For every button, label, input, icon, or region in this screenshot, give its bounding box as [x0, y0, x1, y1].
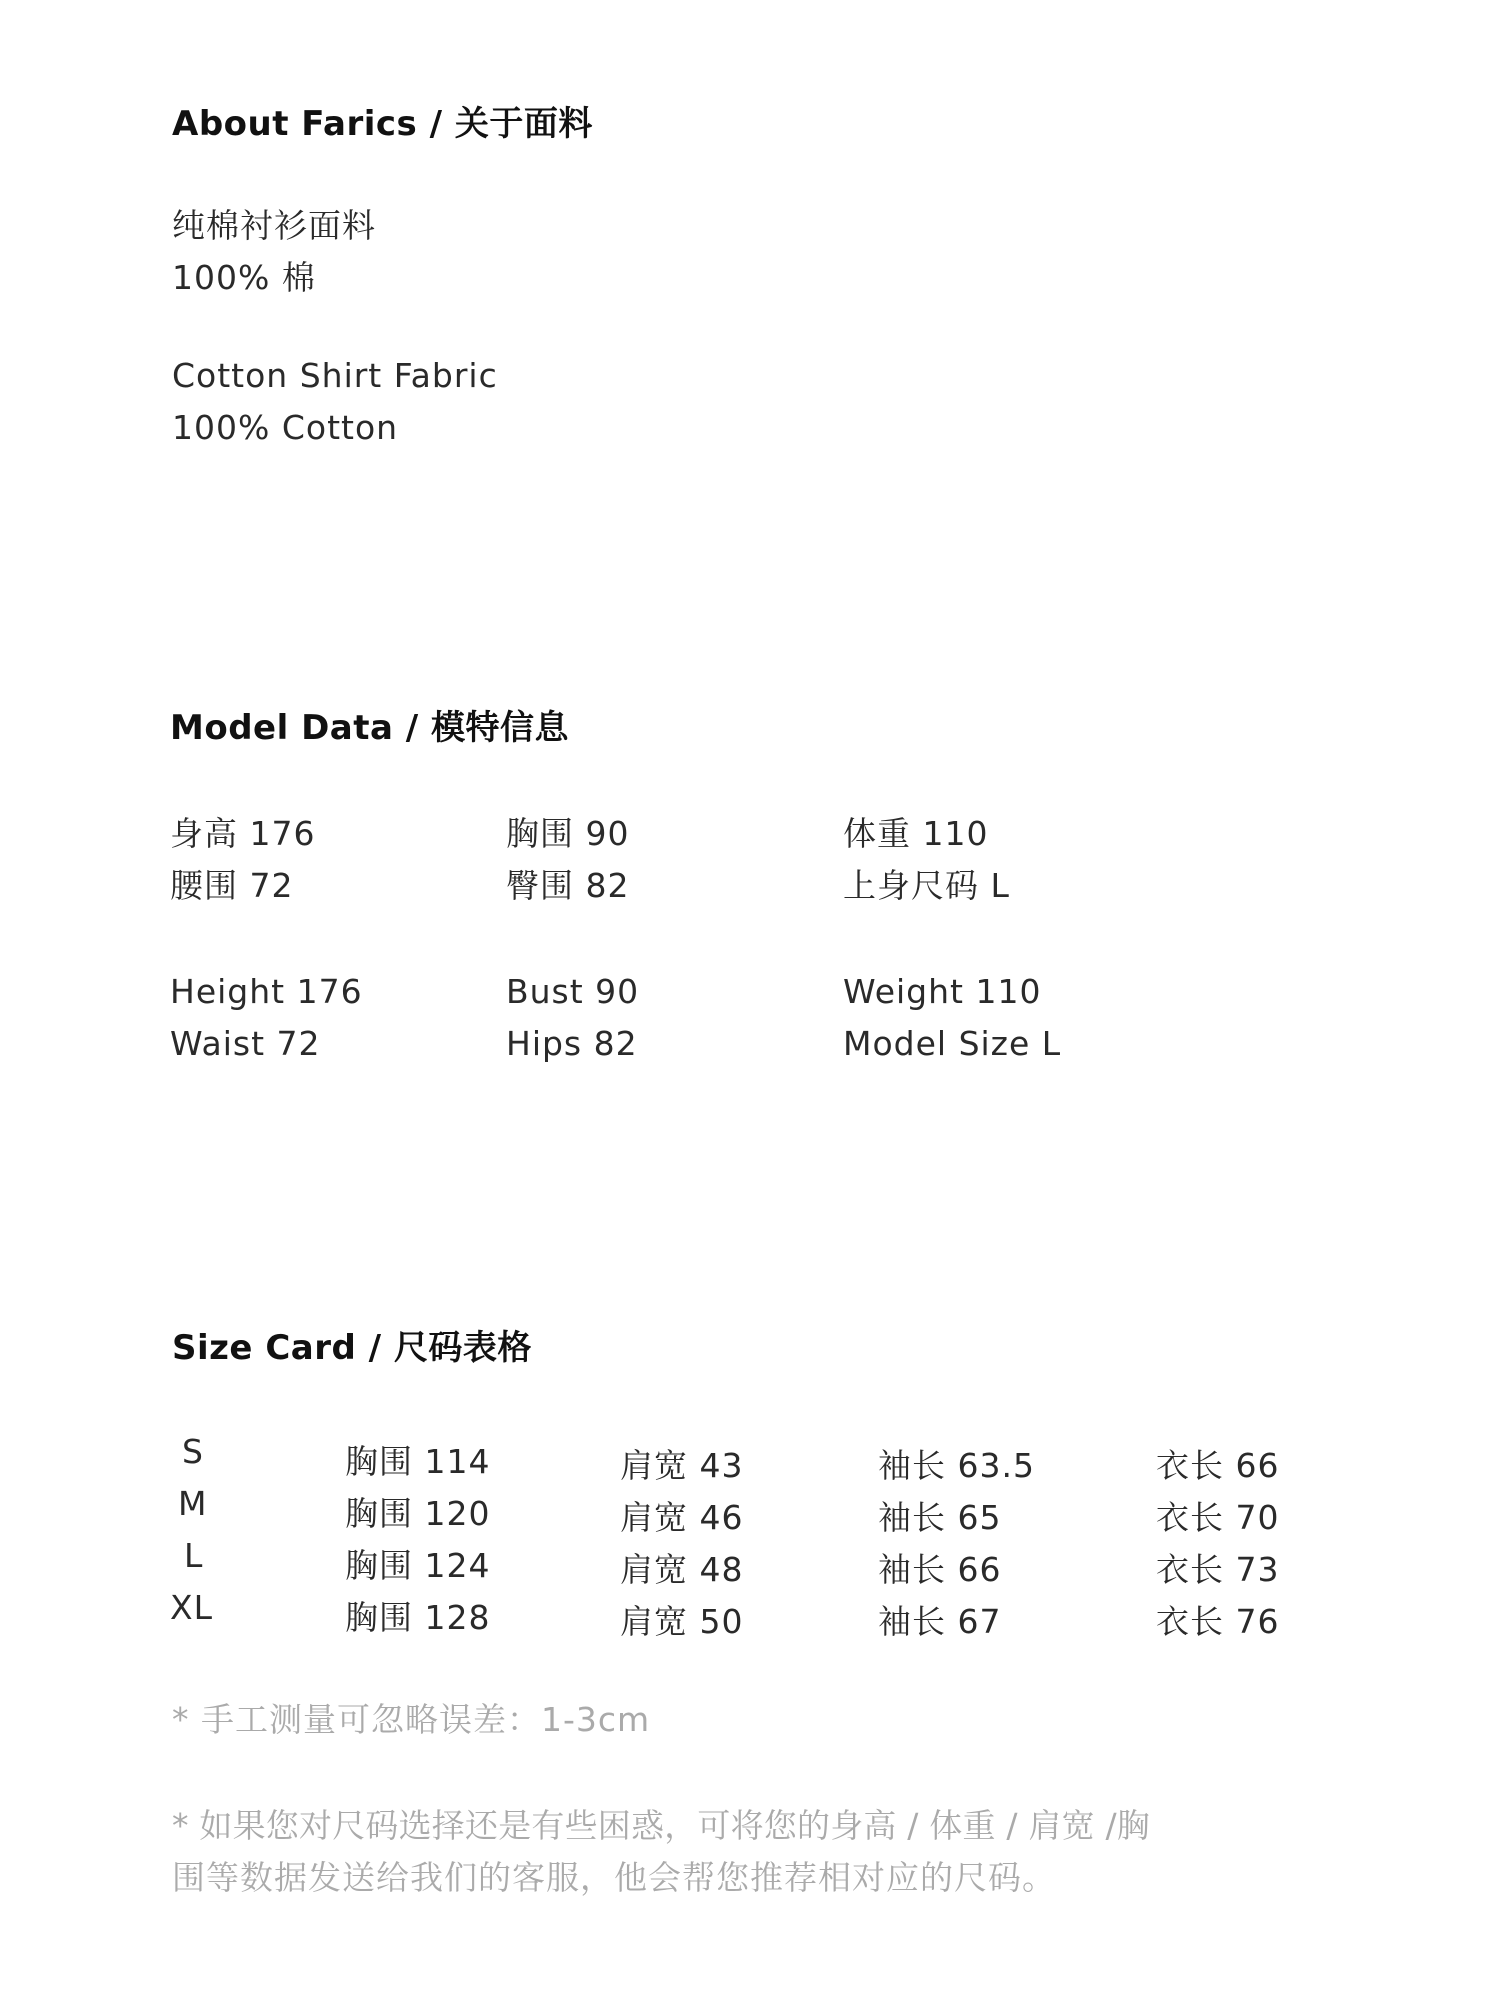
model-zh-weight: 体重 110	[843, 814, 989, 853]
size-m-sleeve: 袖长 65	[878, 1498, 1002, 1537]
size-s-shoulder: 肩宽 43	[620, 1446, 744, 1485]
fabric-heading: About Farics / 关于面料	[172, 104, 593, 144]
size-l-length: 衣长 73	[1156, 1550, 1280, 1589]
size-l-shoulder: 肩宽 48	[620, 1550, 744, 1589]
model-en-bust: Bust 90	[506, 972, 640, 1011]
model-en-height: Height 176	[170, 972, 363, 1011]
size-label-l: L	[184, 1536, 204, 1575]
size-label-m: M	[178, 1484, 208, 1523]
size-advice-note-line1: * 如果您对尺码选择还是有些困惑，可将您的身高 / 体重 / 肩宽 /胸	[172, 1806, 1150, 1845]
model-en-size: Model Size L	[843, 1024, 1062, 1063]
size-s-length: 衣长 66	[1156, 1446, 1280, 1485]
model-en-weight: Weight 110	[843, 972, 1042, 1011]
model-heading: Model Data / 模特信息	[170, 708, 570, 748]
model-zh-hips: 臀围 82	[506, 866, 630, 905]
size-xl-length: 衣长 76	[1156, 1602, 1280, 1641]
model-en-hips: Hips 82	[506, 1024, 638, 1063]
fabric-zh-composition: 100% 棉	[172, 258, 316, 297]
size-xl-shoulder: 肩宽 50	[620, 1602, 744, 1641]
size-label-s: S	[182, 1432, 204, 1471]
size-xl-sleeve: 袖长 67	[878, 1602, 1002, 1641]
model-zh-bust: 胸围 90	[506, 814, 630, 853]
size-s-sleeve: 袖长 63.5	[878, 1446, 1035, 1485]
size-label-xl: XL	[170, 1588, 213, 1627]
size-m-shoulder: 肩宽 46	[620, 1498, 744, 1537]
measurement-tolerance-note: * 手工测量可忽略误差：1-3cm	[172, 1700, 651, 1739]
size-m-chest: 胸围 120	[345, 1494, 491, 1533]
size-l-chest: 胸围 124	[345, 1546, 491, 1585]
model-zh-size: 上身尺码 L	[843, 866, 1010, 905]
fabric-en-name: Cotton Shirt Fabric	[172, 356, 498, 395]
size-m-length: 衣长 70	[1156, 1498, 1280, 1537]
model-en-waist: Waist 72	[170, 1024, 321, 1063]
size-card-heading: Size Card / 尺码表格	[172, 1328, 532, 1368]
fabric-zh-name: 纯棉衬衫面料	[172, 206, 376, 245]
size-l-sleeve: 袖长 66	[878, 1550, 1002, 1589]
size-advice-note-line2: 围等数据发送给我们的客服，他会帮您推荐相对应的尺码。	[172, 1858, 1056, 1897]
model-zh-height: 身高 176	[170, 814, 316, 853]
fabric-en-composition: 100% Cotton	[172, 408, 399, 447]
size-xl-chest: 胸围 128	[345, 1598, 491, 1637]
size-s-chest: 胸围 114	[345, 1442, 491, 1481]
model-zh-waist: 腰围 72	[170, 866, 294, 905]
